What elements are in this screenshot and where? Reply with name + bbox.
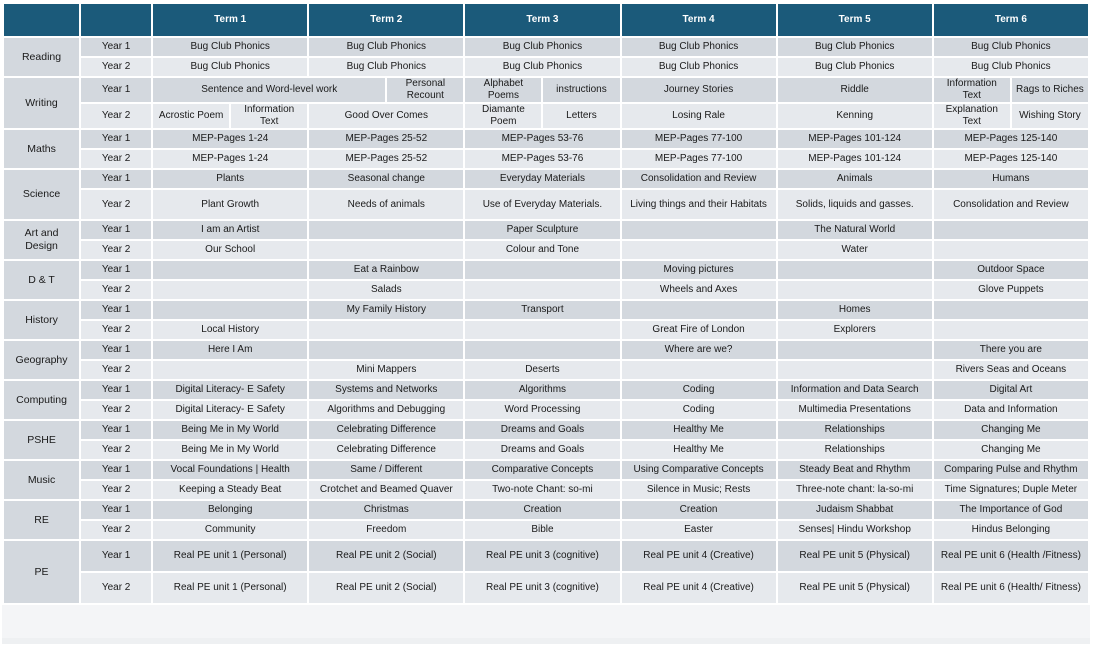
topic-cell: MEP-Pages 25-52 bbox=[308, 129, 464, 149]
topic-cell: Deserts bbox=[464, 360, 620, 380]
topic-cell bbox=[933, 220, 1089, 240]
table-row bbox=[3, 420, 1089, 440]
topic-cell: Water bbox=[777, 240, 933, 260]
year-label: Year 1 bbox=[80, 420, 152, 440]
topic-cell: Algorithms bbox=[464, 380, 620, 400]
topic-cell: Bug Club Phonics bbox=[464, 57, 620, 77]
topic-cell: Bug Club Phonics bbox=[933, 57, 1089, 77]
topic-cell: Real PE unit 2 (Social) bbox=[308, 540, 464, 572]
table-row bbox=[3, 103, 1089, 129]
topic-cell: Vocal Foundations | Health bbox=[152, 460, 308, 480]
curriculum-frame bbox=[2, 2, 1090, 638]
subject-label-history: History bbox=[3, 300, 80, 340]
topic-cell: Silence in Music; Rests bbox=[621, 480, 777, 500]
topic-cell: Use of Everyday Materials. bbox=[464, 189, 620, 220]
topic-cell: Coding bbox=[621, 400, 777, 420]
topic-cell: Journey Stories bbox=[621, 77, 777, 103]
topic-cell: Word Processing bbox=[464, 400, 620, 420]
topic-cell: Comparative Concepts bbox=[464, 460, 620, 480]
topic-cell: Transport bbox=[464, 300, 620, 320]
topic-cell: Bug Club Phonics bbox=[152, 57, 308, 77]
topic-cell bbox=[152, 280, 308, 300]
subject-label-pshe: PSHE bbox=[3, 420, 80, 460]
year-label: Year 2 bbox=[80, 440, 152, 460]
topic-cell: Relationships bbox=[777, 420, 933, 440]
topic-cell: Digital Literacy- E Safety bbox=[152, 400, 308, 420]
topic-cell: Bug Club Phonics bbox=[308, 57, 464, 77]
year-label: Year 1 bbox=[80, 540, 152, 572]
topic-cell: Letters bbox=[542, 103, 620, 129]
topic-cell: Homes bbox=[777, 300, 933, 320]
topic-cell: Local History bbox=[152, 320, 308, 340]
table-row bbox=[3, 460, 1089, 480]
topic-cell: Changing Me bbox=[933, 440, 1089, 460]
topic-cell: MEP-Pages 1-24 bbox=[152, 129, 308, 149]
topic-cell: Outdoor Space bbox=[933, 260, 1089, 280]
subject-label-reading: Reading bbox=[3, 37, 80, 77]
topic-cell: Time Signatures; Duple Meter bbox=[933, 480, 1089, 500]
footer-bar bbox=[2, 638, 1090, 644]
topic-cell: Real PE unit 6 (Health/ Fitness) bbox=[933, 572, 1089, 604]
table-body bbox=[3, 37, 1089, 604]
table-row bbox=[3, 320, 1089, 340]
topic-cell: Celebrating Difference bbox=[308, 420, 464, 440]
year-label: Year 2 bbox=[80, 103, 152, 129]
table-row bbox=[3, 440, 1089, 460]
topic-cell: Our School bbox=[152, 240, 308, 260]
topic-cell: Losing Rale bbox=[621, 103, 777, 129]
topic-cell: Digital Literacy- E Safety bbox=[152, 380, 308, 400]
topic-cell: Creation bbox=[621, 500, 777, 520]
topic-cell: Hindus Belonging bbox=[933, 520, 1089, 540]
subject-label-science: Science bbox=[3, 169, 80, 220]
topic-cell: Solids, liquids and gasses. bbox=[777, 189, 933, 220]
topic-cell: Bug Club Phonics bbox=[621, 37, 777, 57]
table-row bbox=[3, 189, 1089, 220]
topic-cell: Here I Am bbox=[152, 340, 308, 360]
topic-cell: Bug Club Phonics bbox=[308, 37, 464, 57]
curriculum-table bbox=[2, 2, 1090, 605]
topic-cell bbox=[621, 220, 777, 240]
topic-cell bbox=[464, 280, 620, 300]
year-label: Year 2 bbox=[80, 520, 152, 540]
topic-cell: Great Fire of London bbox=[621, 320, 777, 340]
topic-cell: Creation bbox=[464, 500, 620, 520]
topic-cell: Explanation Text bbox=[933, 103, 1011, 129]
topic-cell: Real PE unit 3 (cognitive) bbox=[464, 572, 620, 604]
topic-cell: MEP-Pages 1-24 bbox=[152, 149, 308, 169]
year-label: Year 2 bbox=[80, 572, 152, 604]
table-row bbox=[3, 240, 1089, 260]
table-row bbox=[3, 480, 1089, 500]
topic-cell bbox=[933, 300, 1089, 320]
topic-cell: Being Me in My World bbox=[152, 440, 308, 460]
year-column-header bbox=[80, 3, 152, 37]
topic-cell: Bug Club Phonics bbox=[777, 57, 933, 77]
topic-cell: Coding bbox=[621, 380, 777, 400]
topic-cell bbox=[308, 340, 464, 360]
topic-cell: Bug Club Phonics bbox=[777, 37, 933, 57]
topic-cell: MEP-Pages 101-124 bbox=[777, 149, 933, 169]
topic-cell: Riddle bbox=[777, 77, 933, 103]
topic-cell: Bug Club Phonics bbox=[464, 37, 620, 57]
topic-cell: MEP-Pages 125-140 bbox=[933, 149, 1089, 169]
topic-cell bbox=[777, 280, 933, 300]
topic-cell bbox=[777, 260, 933, 280]
year-label: Year 1 bbox=[80, 169, 152, 189]
topic-cell: Kenning bbox=[777, 103, 933, 129]
year-label: Year 2 bbox=[80, 360, 152, 380]
term-header: Term 6 bbox=[933, 3, 1089, 37]
subject-label-d-t: D & T bbox=[3, 260, 80, 300]
topic-cell: Steady Beat and Rhythm bbox=[777, 460, 933, 480]
topic-cell: Information Text bbox=[230, 103, 308, 129]
topic-cell: Good Over Comes bbox=[308, 103, 464, 129]
topic-cell: Diamante Poem bbox=[464, 103, 542, 129]
topic-cell: Three-note chant: la-so-mi bbox=[777, 480, 933, 500]
topic-cell: Healthy Me bbox=[621, 420, 777, 440]
topic-cell bbox=[152, 360, 308, 380]
topic-cell: My Family History bbox=[308, 300, 464, 320]
topic-cell: Wheels and Axes bbox=[621, 280, 777, 300]
topic-cell: Crotchet and Beamed Quaver bbox=[308, 480, 464, 500]
corner-header bbox=[3, 3, 80, 37]
topic-cell bbox=[621, 360, 777, 380]
topic-cell: Digital Art bbox=[933, 380, 1089, 400]
year-label: Year 2 bbox=[80, 189, 152, 220]
table-row bbox=[3, 260, 1089, 280]
term-header: Term 4 bbox=[621, 3, 777, 37]
topic-cell: MEP-Pages 53-76 bbox=[464, 129, 620, 149]
topic-cell: Dreams and Goals bbox=[464, 440, 620, 460]
topic-cell: Moving pictures bbox=[621, 260, 777, 280]
topic-cell bbox=[777, 340, 933, 360]
subject-label-music: Music bbox=[3, 460, 80, 500]
topic-cell: Glove Puppets bbox=[933, 280, 1089, 300]
topic-cell: Humans bbox=[933, 169, 1089, 189]
subject-label-geography: Geography bbox=[3, 340, 80, 380]
topic-cell: Paper Sculpture bbox=[464, 220, 620, 240]
table-row bbox=[3, 57, 1089, 77]
topic-cell: Real PE unit 4 (Creative) bbox=[621, 540, 777, 572]
topic-cell: Plants bbox=[152, 169, 308, 189]
topic-cell bbox=[621, 300, 777, 320]
topic-cell: Real PE unit 6 (Health /Fitness) bbox=[933, 540, 1089, 572]
topic-cell: Acrostic Poem bbox=[152, 103, 230, 129]
topic-cell: MEP-Pages 77-100 bbox=[621, 149, 777, 169]
topic-cell: Alphabet Poems bbox=[464, 77, 542, 103]
table-row bbox=[3, 572, 1089, 604]
topic-cell: Changing Me bbox=[933, 420, 1089, 440]
topic-cell bbox=[621, 240, 777, 260]
table-row bbox=[3, 280, 1089, 300]
topic-cell: Everyday Materials bbox=[464, 169, 620, 189]
term-header: Term 5 bbox=[777, 3, 933, 37]
table-row bbox=[3, 520, 1089, 540]
topic-cell: MEP-Pages 25-52 bbox=[308, 149, 464, 169]
table-row bbox=[3, 380, 1089, 400]
year-label: Year 2 bbox=[80, 57, 152, 77]
topic-cell bbox=[777, 360, 933, 380]
table-row bbox=[3, 400, 1089, 420]
year-label: Year 2 bbox=[80, 400, 152, 420]
table-row bbox=[3, 360, 1089, 380]
topic-cell: Seasonal change bbox=[308, 169, 464, 189]
topic-cell: Easter bbox=[621, 520, 777, 540]
topic-cell: Wishing Story bbox=[1011, 103, 1089, 129]
year-label: Year 1 bbox=[80, 129, 152, 149]
topic-cell bbox=[308, 240, 464, 260]
subject-label-pe: PE bbox=[3, 540, 80, 604]
topic-cell: Where are we? bbox=[621, 340, 777, 360]
topic-cell bbox=[308, 220, 464, 240]
topic-cell: Bug Club Phonics bbox=[152, 37, 308, 57]
topic-cell: Consolidation and Review bbox=[621, 169, 777, 189]
topic-cell: Christmas bbox=[308, 500, 464, 520]
topic-cell: Real PE unit 5 (Physical) bbox=[777, 540, 933, 572]
term-header: Term 1 bbox=[152, 3, 308, 37]
term-header: Term 2 bbox=[308, 3, 464, 37]
term-header: Term 3 bbox=[464, 3, 620, 37]
topic-cell: Systems and Networks bbox=[308, 380, 464, 400]
topic-cell: Data and Information bbox=[933, 400, 1089, 420]
topic-cell: Healthy Me bbox=[621, 440, 777, 460]
topic-cell: MEP-Pages 77-100 bbox=[621, 129, 777, 149]
topic-cell: There you are bbox=[933, 340, 1089, 360]
year-label: Year 2 bbox=[80, 320, 152, 340]
topic-cell: Real PE unit 2 (Social) bbox=[308, 572, 464, 604]
topic-cell: Bug Club Phonics bbox=[933, 37, 1089, 57]
subject-label-maths: Maths bbox=[3, 129, 80, 169]
topic-cell bbox=[464, 260, 620, 280]
year-label: Year 1 bbox=[80, 380, 152, 400]
topic-cell: Plant Growth bbox=[152, 189, 308, 220]
topic-cell: Same / Different bbox=[308, 460, 464, 480]
topic-cell: Information and Data Search bbox=[777, 380, 933, 400]
table-row bbox=[3, 77, 1089, 103]
topic-cell: Judaism Shabbat bbox=[777, 500, 933, 520]
table-row bbox=[3, 500, 1089, 520]
topic-cell: Real PE unit 5 (Physical) bbox=[777, 572, 933, 604]
year-label: Year 2 bbox=[80, 280, 152, 300]
topic-cell: Bug Club Phonics bbox=[621, 57, 777, 77]
topic-cell: Relationships bbox=[777, 440, 933, 460]
topic-cell: Multimedia Presentations bbox=[777, 400, 933, 420]
topic-cell: Bible bbox=[464, 520, 620, 540]
year-label: Year 1 bbox=[80, 37, 152, 57]
table-row bbox=[3, 300, 1089, 320]
table-row bbox=[3, 169, 1089, 189]
topic-cell: Salads bbox=[308, 280, 464, 300]
topic-cell: Mini Mappers bbox=[308, 360, 464, 380]
topic-cell: Explorers bbox=[777, 320, 933, 340]
topic-cell: The Natural World bbox=[777, 220, 933, 240]
topic-cell: Rags to Riches bbox=[1011, 77, 1089, 103]
topic-cell: Animals bbox=[777, 169, 933, 189]
topic-cell bbox=[152, 300, 308, 320]
topic-cell: Freedom bbox=[308, 520, 464, 540]
year-label: Year 1 bbox=[80, 77, 152, 103]
year-label: Year 1 bbox=[80, 260, 152, 280]
subject-label-computing: Computing bbox=[3, 380, 80, 420]
topic-cell: Eat a Rainbow bbox=[308, 260, 464, 280]
topic-cell: Celebrating Difference bbox=[308, 440, 464, 460]
topic-cell: Living things and their Habitats bbox=[621, 189, 777, 220]
year-label: Year 1 bbox=[80, 500, 152, 520]
topic-cell: Real PE unit 4 (Creative) bbox=[621, 572, 777, 604]
topic-cell: Two-note Chant: so-mi bbox=[464, 480, 620, 500]
subject-label-writing: Writing bbox=[3, 77, 80, 129]
topic-cell: Rivers Seas and Oceans bbox=[933, 360, 1089, 380]
topic-cell: Senses| Hindu Workshop bbox=[777, 520, 933, 540]
year-label: Year 1 bbox=[80, 220, 152, 240]
year-label: Year 1 bbox=[80, 300, 152, 320]
topic-cell: Real PE unit 3 (cognitive) bbox=[464, 540, 620, 572]
topic-cell: Information Text bbox=[933, 77, 1011, 103]
topic-cell: Dreams and Goals bbox=[464, 420, 620, 440]
table-row bbox=[3, 149, 1089, 169]
topic-cell bbox=[464, 320, 620, 340]
subject-label-art-and-design: Art and Design bbox=[3, 220, 80, 260]
topic-cell bbox=[308, 320, 464, 340]
topic-cell: Consolidation and Review bbox=[933, 189, 1089, 220]
topic-cell: Colour and Tone bbox=[464, 240, 620, 260]
topic-cell bbox=[933, 320, 1089, 340]
topic-cell: Sentence and Word-level work bbox=[152, 77, 386, 103]
topic-cell: instructions bbox=[542, 77, 620, 103]
table-row bbox=[3, 129, 1089, 149]
year-label: Year 1 bbox=[80, 460, 152, 480]
topic-cell bbox=[933, 240, 1089, 260]
topic-cell: Being Me in My World bbox=[152, 420, 308, 440]
year-label: Year 2 bbox=[80, 240, 152, 260]
topic-cell bbox=[152, 260, 308, 280]
year-label: Year 2 bbox=[80, 149, 152, 169]
topic-cell: The Importance of God bbox=[933, 500, 1089, 520]
year-label: Year 2 bbox=[80, 480, 152, 500]
topic-cell: Personal Recount bbox=[386, 77, 464, 103]
topic-cell: Real PE unit 1 (Personal) bbox=[152, 572, 308, 604]
year-label: Year 1 bbox=[80, 340, 152, 360]
topic-cell: Belonging bbox=[152, 500, 308, 520]
topic-cell: Keeping a Steady Beat bbox=[152, 480, 308, 500]
table-header bbox=[3, 3, 1089, 37]
topic-cell: MEP-Pages 53-76 bbox=[464, 149, 620, 169]
topic-cell: Real PE unit 1 (Personal) bbox=[152, 540, 308, 572]
table-row bbox=[3, 220, 1089, 240]
topic-cell: Needs of animals bbox=[308, 189, 464, 220]
table-row bbox=[3, 540, 1089, 572]
topic-cell bbox=[464, 340, 620, 360]
topic-cell: MEP-Pages 101-124 bbox=[777, 129, 933, 149]
topic-cell: Comparing Pulse and Rhythm bbox=[933, 460, 1089, 480]
topic-cell: Algorithms and Debugging bbox=[308, 400, 464, 420]
topic-cell: Community bbox=[152, 520, 308, 540]
topic-cell: I am an Artist bbox=[152, 220, 308, 240]
subject-label-re: RE bbox=[3, 500, 80, 540]
table-row bbox=[3, 340, 1089, 360]
topic-cell: Using Comparative Concepts bbox=[621, 460, 777, 480]
topic-cell: MEP-Pages 125-140 bbox=[933, 129, 1089, 149]
table-row bbox=[3, 37, 1089, 57]
